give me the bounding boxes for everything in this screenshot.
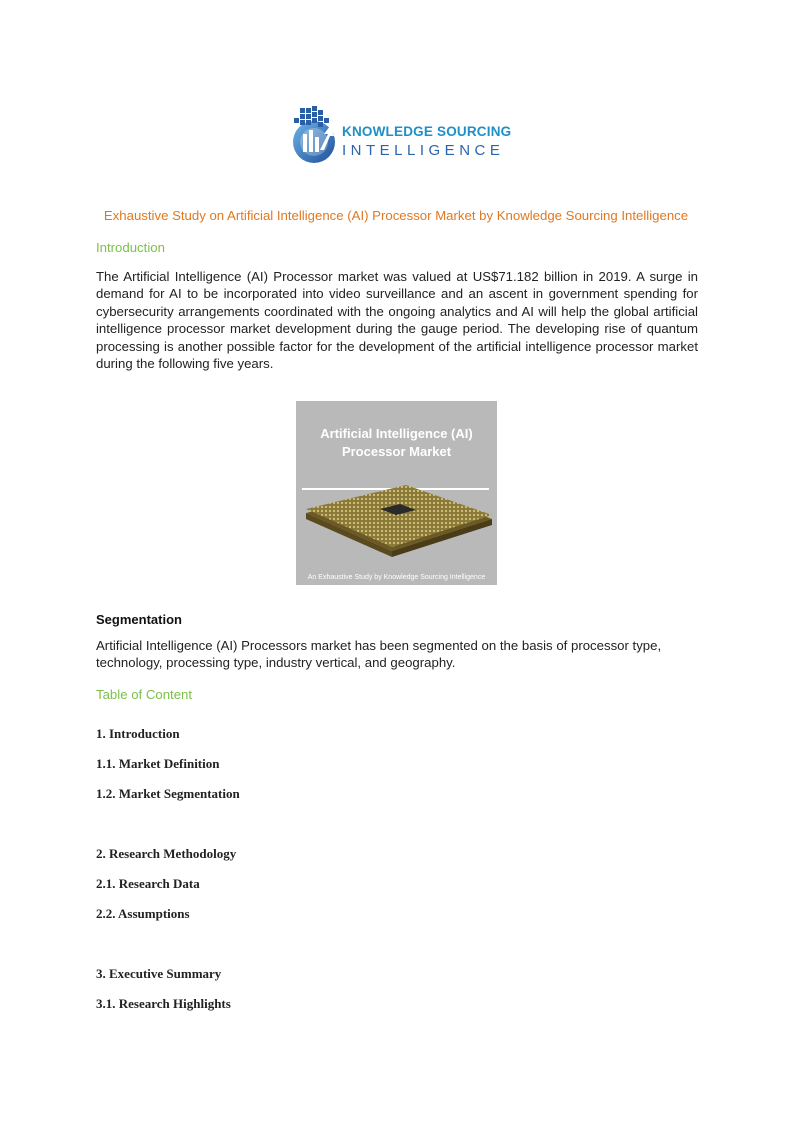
segmentation-paragraph: Artificial Intelligence (AI) Processors market has been segmented on the basis of processor type, technology, processing type, industry vertical, and geography. bbox=[96, 638, 662, 671]
introduction-heading: Introduction bbox=[96, 240, 165, 255]
toc-item: 3. Executive Summary bbox=[96, 966, 222, 981]
document-title: Exhaustive Study on Artificial Intelligence (AI) Processor Market by Knowledge Sourcing Intelligence bbox=[103, 208, 689, 223]
cover-title-line2: Processor Market bbox=[341, 444, 452, 459]
company-logo bbox=[290, 104, 510, 166]
logo-text-line1: KNOWLEDGE SOURCING bbox=[342, 124, 512, 139]
toc-item: 1.2. Market Segmentation bbox=[96, 786, 240, 801]
logo-mark-icon bbox=[290, 104, 340, 166]
logo-text-line2: INTELLIGENCE bbox=[342, 142, 505, 159]
toc-heading: Table of Content bbox=[96, 687, 193, 702]
processor-chip-icon bbox=[296, 401, 497, 585]
toc-item: 3.1. Research Highlights bbox=[96, 996, 231, 1011]
toc-item: 2.2. Assumptions bbox=[96, 906, 190, 921]
toc-item: 1.1. Market Definition bbox=[96, 756, 220, 771]
toc-item: 2.1. Research Data bbox=[96, 876, 200, 891]
toc-item: 2. Research Methodology bbox=[96, 846, 237, 861]
toc-item: 1. Introduction bbox=[96, 726, 180, 741]
cover-title-line1: Artificial Intelligence (AI) bbox=[320, 426, 473, 441]
report-cover-image bbox=[296, 401, 497, 585]
segmentation-heading: Segmentation bbox=[96, 612, 182, 627]
cover-footer: An Exhaustive Study by Knowledge Sourcing Intelligence bbox=[307, 574, 486, 581]
introduction-paragraph: The Artificial Intelligence (AI) Processor market was valued at US$71.182 billion in 2019. A surge in demand for AI to be incorporated into video surveillance and an ascent in government spending for cybersecurity arrangements coordinated with the ongoing analytics and AI will help the global artificial intelligence processor market development during the gauge period. The developing rise of quantum processing is another possible factor for the development of the artificial intelligence processor market during the following five years. bbox=[96, 269, 698, 372]
